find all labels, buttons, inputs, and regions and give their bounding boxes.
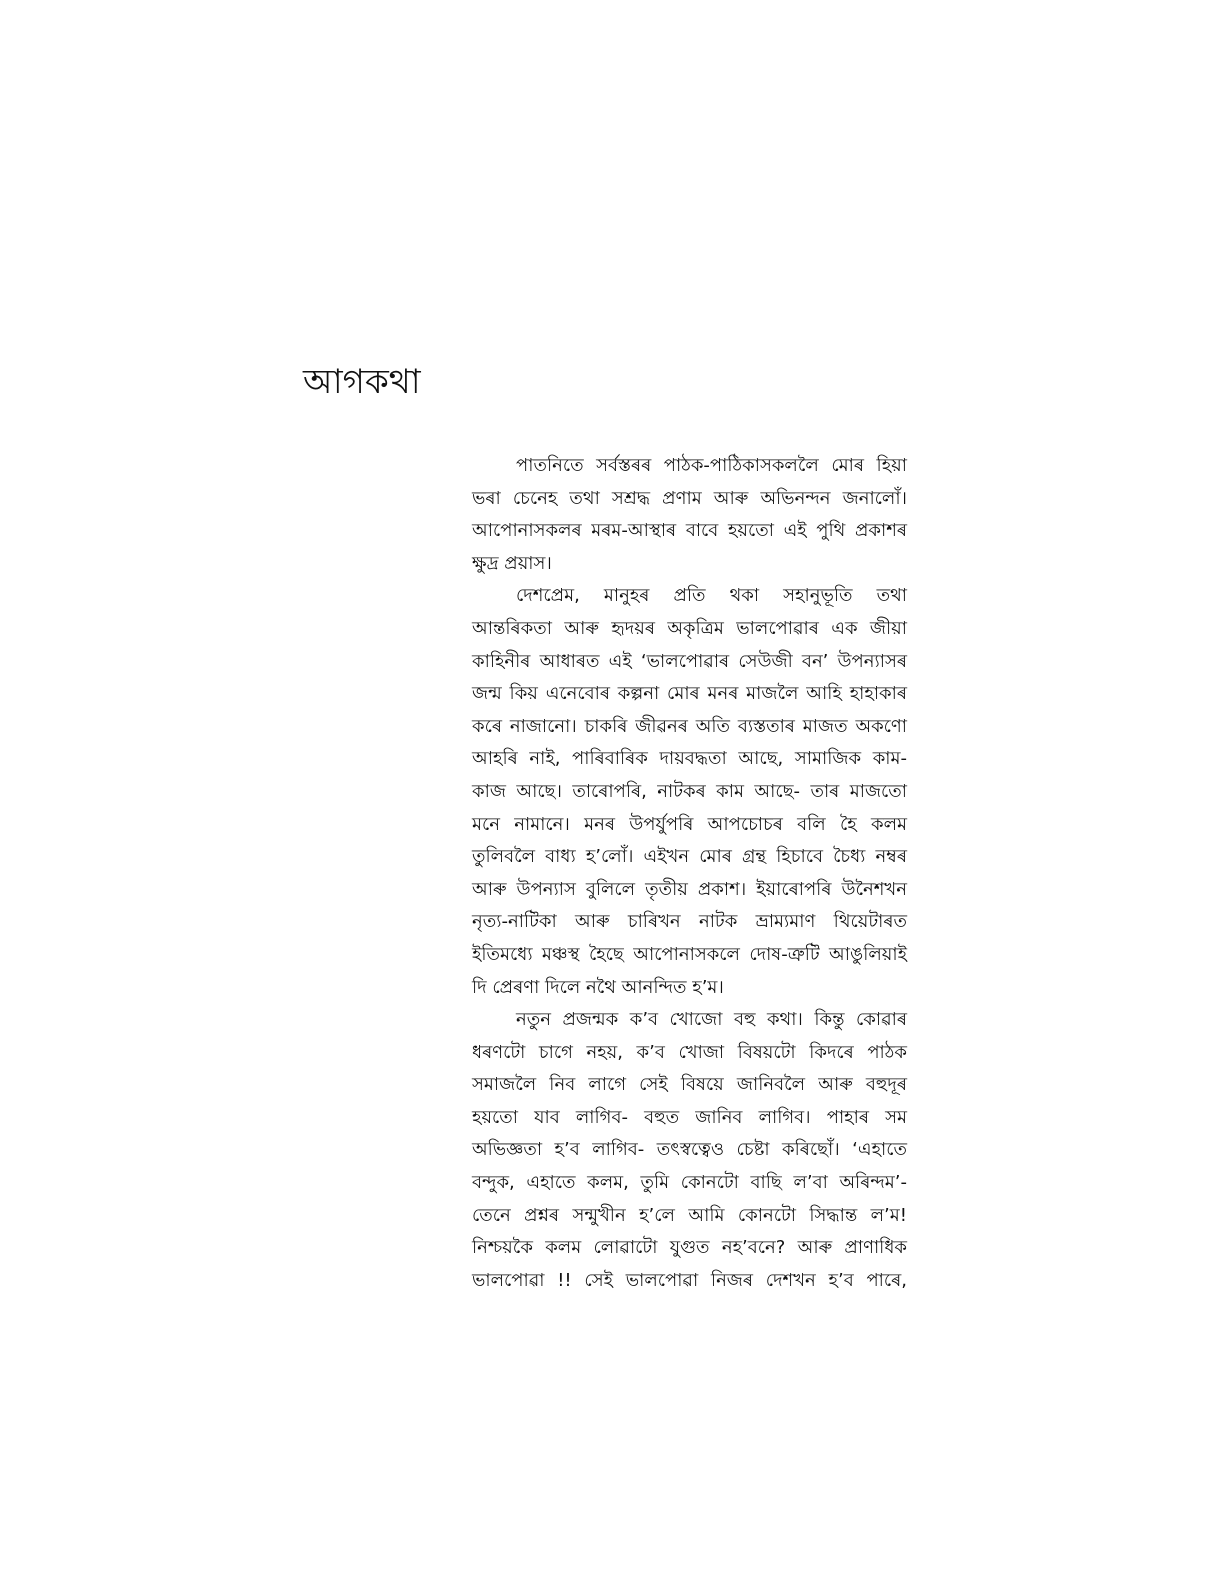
text-line: তেনে প্ৰশ্নৰ সন্মুখীন হ’লে আমি কোনটো সিদ্ধান্ত ল’ম! bbox=[472, 1204, 907, 1226]
text-line: আপোনাসকলৰ মৰম-আস্থাৰ বাবে হয়তো এই পুথি প্ৰকাশৰ bbox=[472, 520, 907, 542]
preface-body bbox=[472, 450, 907, 1297]
text-line: কাজ আছে। তাৰোপৰি, নাটকৰ কাম আছে- তাৰ মাজতো bbox=[472, 780, 907, 802]
text-line: ভৰা চেনেহ তথা সশ্ৰদ্ধ প্ৰণাম আৰু অভিনন্দন জনালোঁ। bbox=[472, 487, 907, 509]
text-line: নতুন প্ৰজন্মক ক’ব খোজো বহু কথা। কিন্তু কোৱাৰ bbox=[516, 1009, 907, 1031]
text-line: আহৰি নাই, পাৰিবাৰিক দায়বদ্ধতা আছে, সামাজিক কাম- bbox=[472, 748, 907, 770]
text-line: হয়তো যাব লাগিব- বহুত জানিব লাগিব। পাহাৰ সম bbox=[472, 1106, 907, 1128]
text-line: পাতনিতে সৰ্বস্তৰৰ পাঠক-পাঠিকাসকললৈ মোৰ হিয়া bbox=[516, 455, 907, 476]
text-line: কাহিনীৰ আধাৰত এই ‘ভালপোৱাৰ সেউজী বন’ উপন্যাসৰ bbox=[472, 650, 907, 672]
page-title: আগকথা bbox=[303, 362, 421, 402]
text-line: আন্তৰিকতা আৰু হৃদয়ৰ অকৃত্ৰিম ভালপোৱাৰ এক জীয়া bbox=[472, 617, 907, 639]
text-line: তুলিবলৈ বাধ্য হ’লোঁ। এইখন মোৰ গ্ৰন্থ হিচাবে চৈধ্য নম্বৰ bbox=[472, 846, 907, 868]
text-line: ধৰণটো চাগে নহয়, ক’ব খোজা বিষয়টো কিদৰে পাঠক bbox=[472, 1041, 907, 1063]
text-line: কৰে নাজানো। চাকৰি জীৱনৰ অতি ব্যস্ততাৰ মাজত অকণো bbox=[472, 715, 907, 737]
text-line: অভিজ্ঞতা হ’ব লাগিব- তৎস্বত্বেও চেষ্টা কৰিছোঁ। ‘এহাতে bbox=[472, 1139, 907, 1161]
text-line: বন্দুক, এহাতে কলম, তুমি কোনটো বাছি ল’বা অৰিন্দম’- bbox=[472, 1172, 907, 1194]
text-line: ইতিমধ্যে মঞ্চস্থ হৈছে আপোনাসকলে দোষ-ত্ৰুটি আঙুলিয়াই bbox=[472, 943, 907, 965]
text-line: নৃত্য-নাটিকা আৰু চাৰিখন নাটক ভ্ৰাম্যমাণ থিয়েটাৰত bbox=[472, 911, 907, 933]
text-line: আৰু উপন্যাস বুলিলে তৃতীয় প্ৰকাশ। ইয়াৰোপৰি উনৈশখন bbox=[472, 878, 907, 900]
text-line: সমাজলৈ নিব লাগে সেই বিষয়ে জানিবলৈ আৰু বহুদূৰ bbox=[472, 1074, 907, 1096]
text-line: দেশপ্ৰেম, মানুহৰ প্ৰতি থকা সহানুভূতি তথা bbox=[516, 585, 907, 607]
text-line: নিশ্চয়কৈ কলম লোৱাটো যুগুত নহ’বনে? আৰু প্ৰাণাধিক bbox=[472, 1237, 907, 1259]
text-line: জন্ম কিয় এনেবোৰ কল্পনা মোৰ মনৰ মাজলৈ আহি হাহাকাৰ bbox=[472, 683, 907, 705]
text-line: ভালপোৱা !! সেই ভালপোৱা নিজৰ দেশখন হ’ব পাৰে, bbox=[472, 1269, 907, 1291]
text-line: ক্ষুদ্ৰ প্ৰয়াস। bbox=[472, 552, 552, 574]
text-line: মনে নামানে। মনৰ উপৰ্যুপৰি আপচোচৰ বলি হৈ কলম bbox=[472, 813, 907, 835]
text-line: দি প্ৰেৰণা দিলে নথৈ আনন্দিত হ’ম। bbox=[472, 976, 724, 998]
